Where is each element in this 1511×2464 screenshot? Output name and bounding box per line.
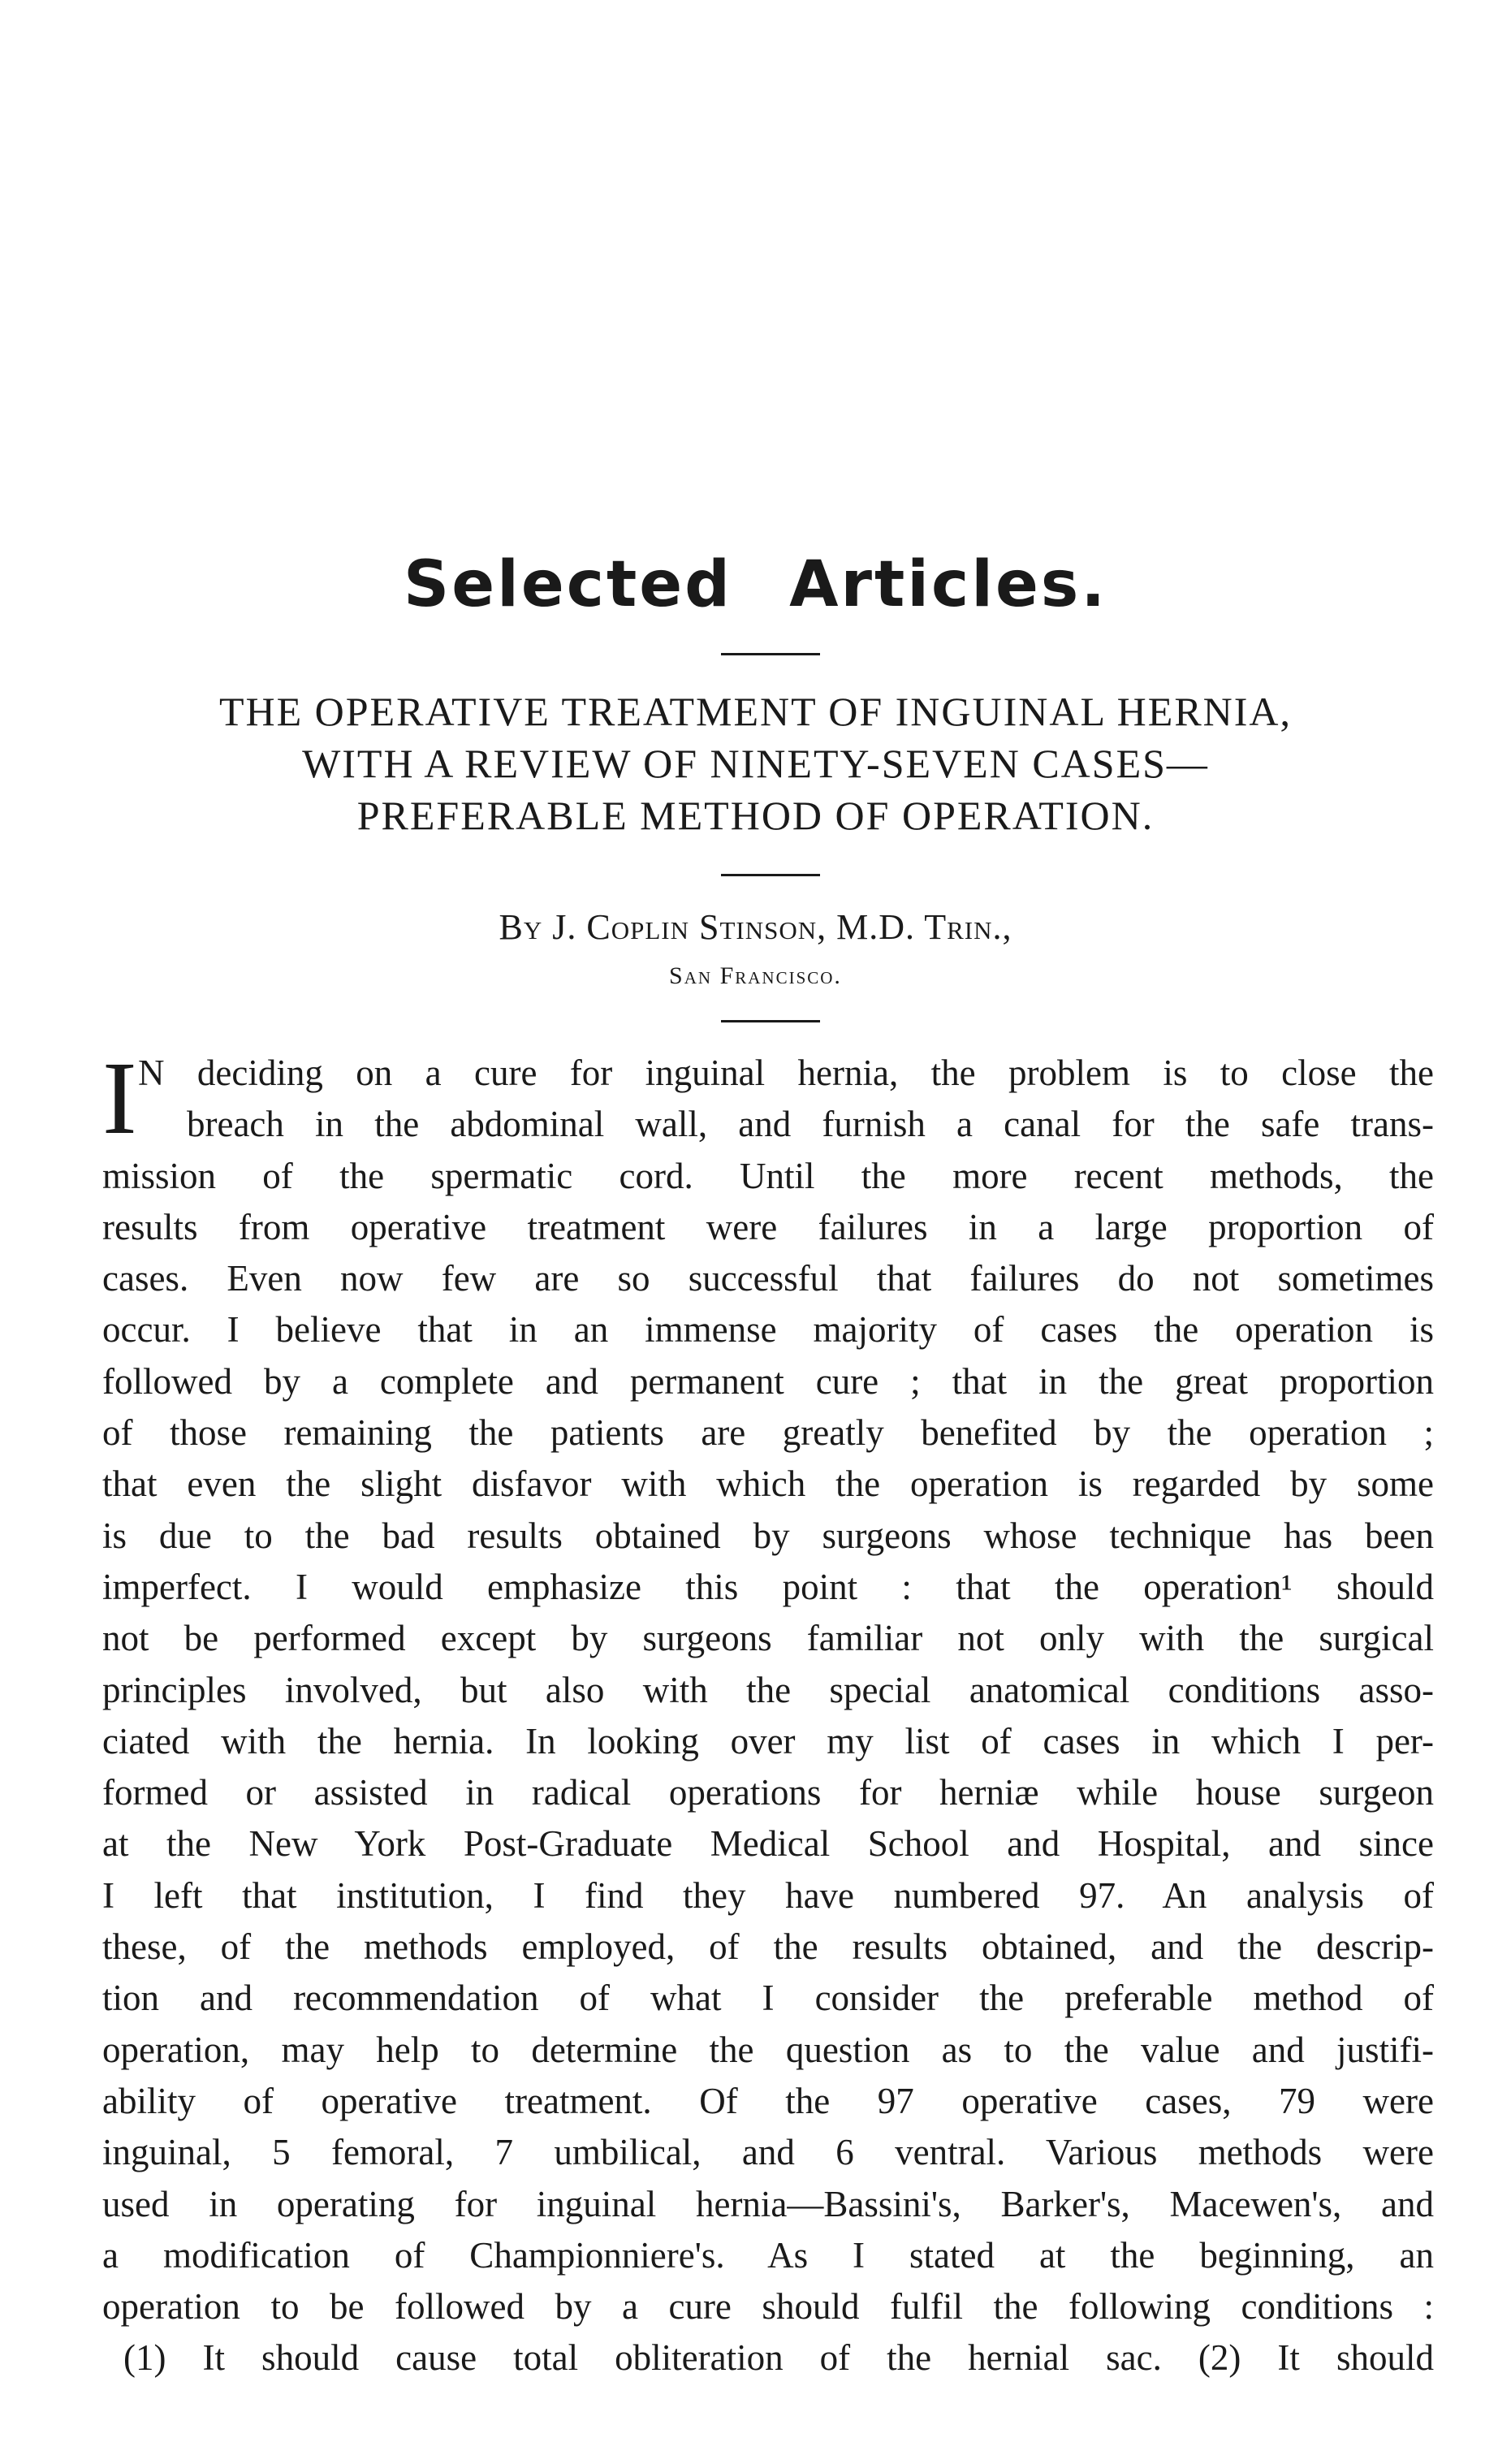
body-line: tion and recommendation of what I consider the preferable method of — [102, 1978, 1434, 2019]
body-line: is due to the bad results obtained by surgeons whose technique has been — [102, 1515, 1434, 1556]
body-line: mission of the spermatic cord. Until the more recent methods, the — [102, 1155, 1434, 1196]
body-line: at the New York Post-Graduate Medical School and Hospital, and since — [102, 1823, 1434, 1865]
body-line: a modification of Championniere's. As I stated at the beginning, an — [102, 2234, 1434, 2276]
divider-rule — [721, 653, 820, 655]
body-line: occur. I believe that in an immense majority of cases the operation is — [102, 1309, 1434, 1351]
body-line: cases. Even now few are so successful that failures do not sometimes — [102, 1258, 1434, 1299]
body-line: not be performed except by surgeons familiar not only with the surgical — [102, 1618, 1434, 1659]
body-line: (1) It should cause total obliteration of the hernial sac. (2) It should — [123, 2337, 1434, 2379]
article-title-line: WITH A REVIEW OF NINETY-SEVEN CASES— — [302, 741, 1209, 786]
body-line: ciated with the hernia. In looking over my list of cases in which I per- — [102, 1720, 1434, 1762]
body-line: used in operating for inguinal hernia—Bassini's, Barker's, Macewen's, and — [102, 2183, 1434, 2224]
author-byline: By J. Coplin Stinson, M.D. Trin., — [499, 907, 1012, 947]
body-line: that even the slight disfavor with which the operation is regarded by some — [102, 1463, 1434, 1505]
body-line: principles involved, but also with the special anatomical conditions asso- — [102, 1669, 1434, 1710]
body-line: formed or assisted in radical operations for herniæ while house surgeon — [102, 1772, 1434, 1813]
body-line: ability of operative treatment. Of the 97 operative cases, 79 were — [102, 2080, 1434, 2121]
body-line: imperfect. I would emphasize this point : that the operation¹ should — [102, 1566, 1434, 1607]
drop-cap: I — [102, 1040, 137, 1156]
body-line: these, of the methods employed, of the results obtained, and the descrip- — [102, 1926, 1434, 1968]
author-affiliation: San Francisco. — [669, 962, 842, 989]
body-line: breach in the abdominal wall, and furnish a canal for the safe trans- — [187, 1104, 1434, 1145]
body-line: I left that institution, I find they have numbered 97. An analysis of — [102, 1874, 1434, 1916]
article-title-line: THE OPERATIVE TREATMENT OF INGUINAL HERNIA, — [218, 689, 1293, 734]
divider-rule — [721, 874, 820, 876]
article-title-line: PREFERABLE METHOD OF OPERATION. — [356, 793, 1155, 838]
article-body — [102, 1040, 1434, 2384]
body-line: inguinal, 5 femoral, 7 umbilical, and 6 ventral. Various methods were — [102, 2132, 1434, 2173]
body-line: operation to be followed by a cure should fulfil the following conditions : — [102, 2286, 1434, 2328]
section-heading: Selected Articles. — [404, 548, 1107, 621]
body-line: operation, may help to determine the question as to the value and justifi- — [102, 2029, 1434, 2070]
divider-rule — [721, 1020, 820, 1022]
body-line: N deciding on a cure for inguinal hernia, the problem is to close the — [138, 1053, 1434, 1093]
body-line: followed by a complete and permanent cure ; that in the great proportion — [102, 1360, 1434, 1402]
article-title — [81, 685, 1430, 841]
body-line: of those remaining the patients are greatly benefited by the operation ; — [102, 1412, 1434, 1454]
body-line: results from operative treatment were failures in a large proportion of — [102, 1206, 1434, 1247]
